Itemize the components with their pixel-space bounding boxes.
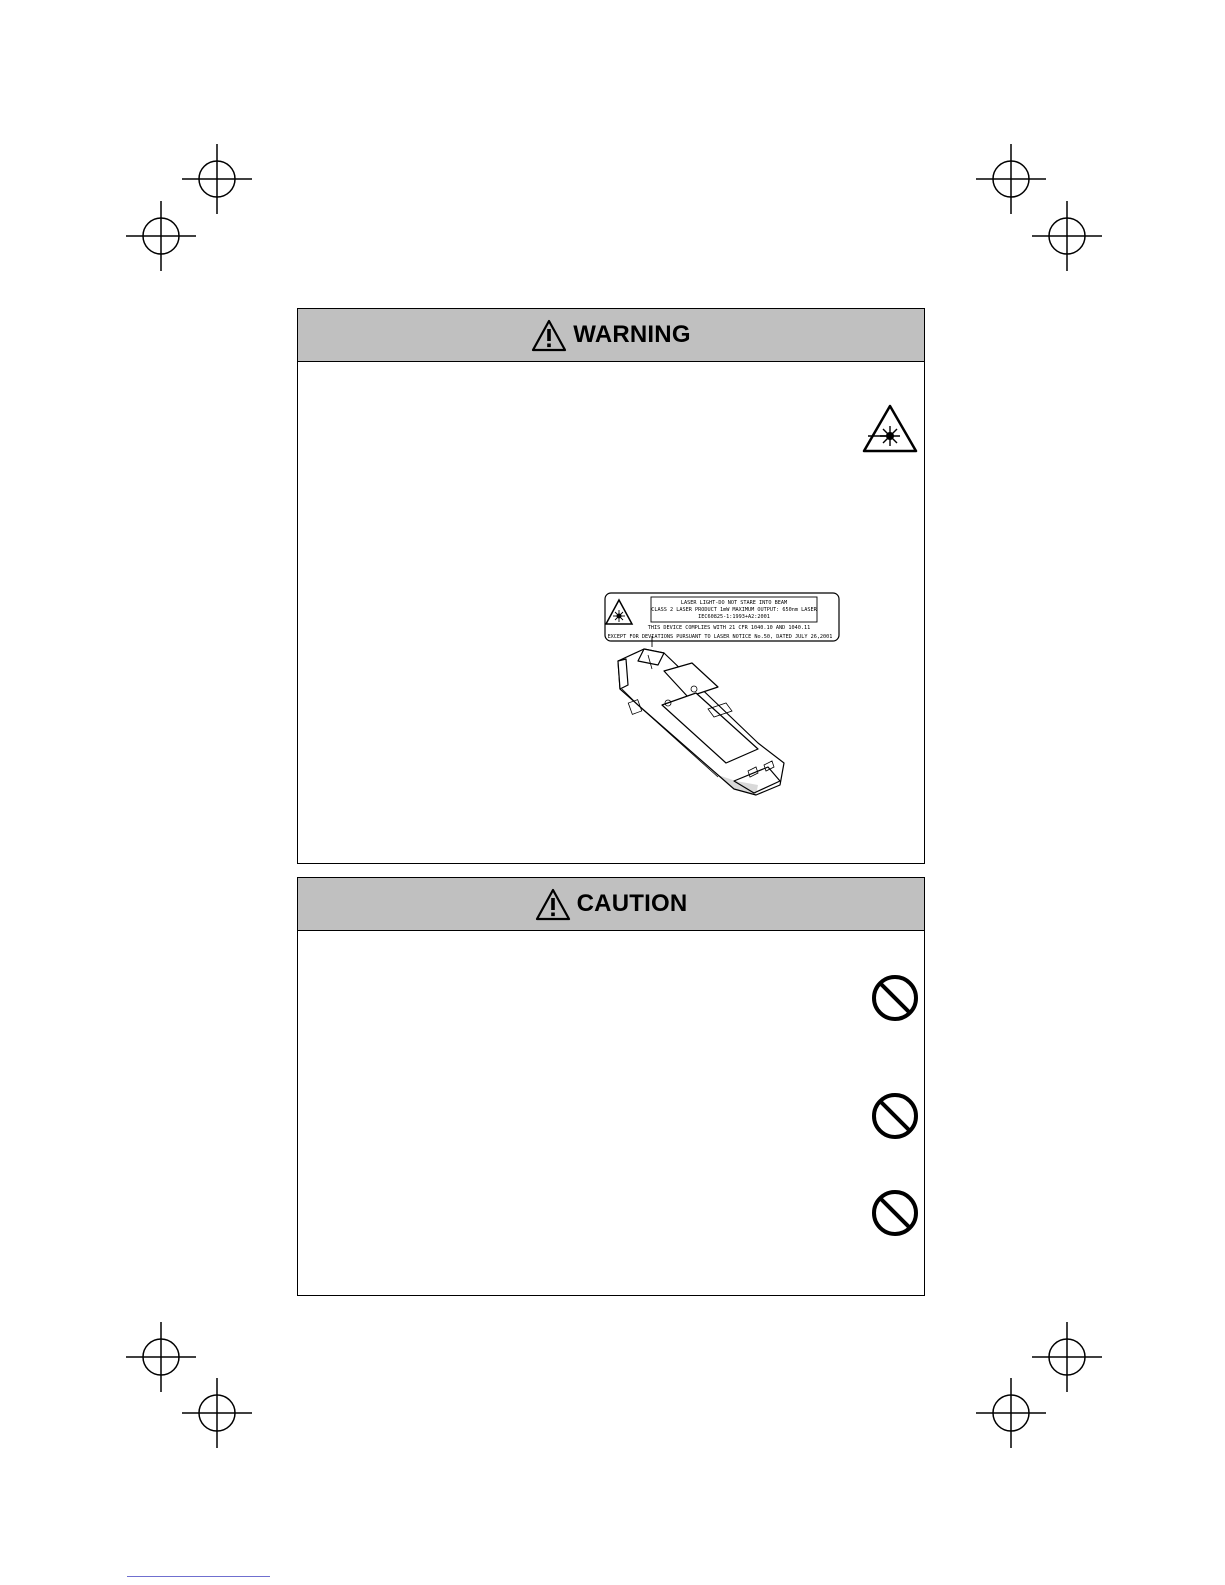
warning-triangle-icon	[535, 888, 571, 921]
caution-header	[298, 878, 924, 931]
warning-title: WARNING	[573, 321, 691, 348]
laser-label-line5: EXCEPT FOR DEVIATIONS PURSUANT TO LASER NOTICE No.50, DATED JULY 26,2001	[607, 634, 833, 640]
laser-label-line2: CLASS 2 LASER PRODUCT 1mW MAXIMUM OUTPUT: 650nm LASER	[651, 607, 817, 613]
laser-label-line3: IEC60825-1:1993+A2:2001	[698, 614, 770, 620]
laser-label-image	[604, 592, 840, 647]
laser-label-line4: THIS DEVICE COMPLIES WITH 21 CFR 1040.10 AND 1040.11	[647, 625, 811, 631]
laser-label-line1: LASER LIGHT-DO NOT STARE INTO BEAM	[680, 600, 788, 606]
prohibition-icon	[870, 1091, 920, 1141]
laser-hazard-icon	[862, 404, 918, 454]
prohibition-icon	[870, 973, 920, 1023]
crop-mark-icon	[182, 1378, 252, 1448]
caution-title: CAUTION	[576, 890, 688, 917]
crop-mark-icon	[126, 201, 196, 271]
crop-mark-icon	[1032, 201, 1102, 271]
warning-header	[298, 309, 924, 362]
handheld-terminal-image	[608, 645, 794, 797]
footer-rule	[127, 1576, 270, 1577]
caution-box	[297, 877, 925, 1296]
warning-box	[297, 308, 925, 864]
warning-triangle-icon	[531, 319, 567, 352]
prohibition-icon	[870, 1188, 920, 1238]
crop-mark-icon	[976, 1378, 1046, 1448]
